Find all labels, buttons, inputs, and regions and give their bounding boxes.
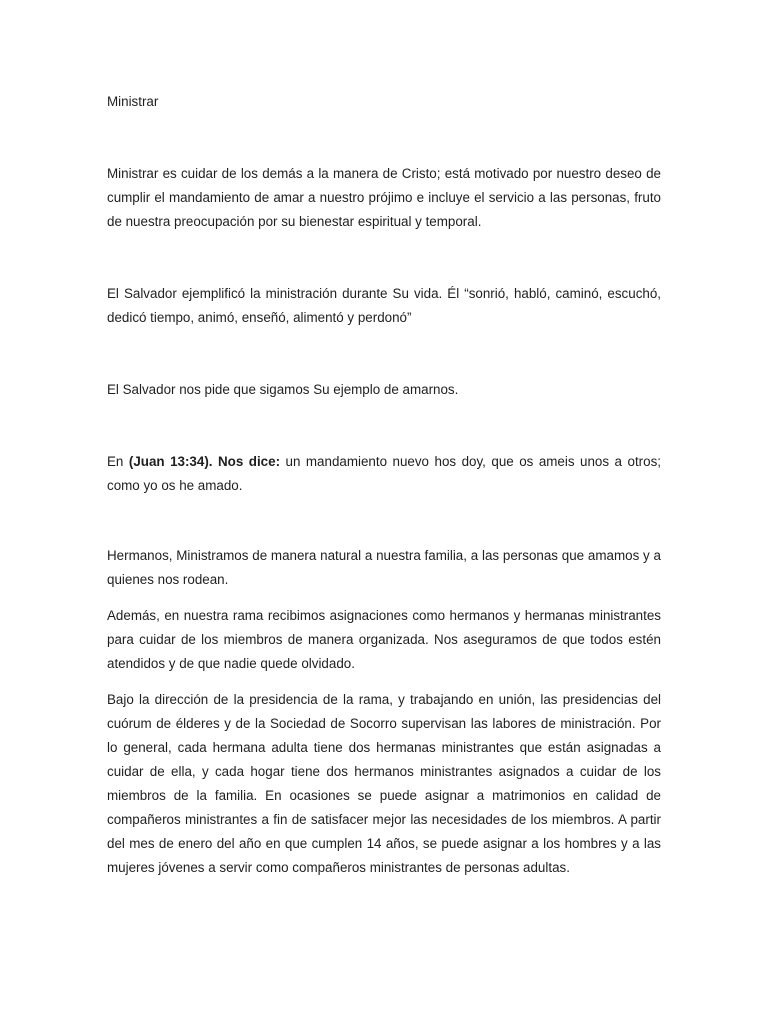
document-title: Ministrar [107,94,159,109]
scripture-reference: (Juan 13:34). Nos dice: [128,454,281,469]
paragraph-definition: Ministrar es cuidar de los demás a la manera de Cristo; está motivado por nuestro deseo de cumplir el mandamiento de amar a nuestro prójimo e incluye el servicio a las personas, fruto de nuestra preocupación por su bienestar espiritual y temporal. [107,166,661,229]
paragraph-savior-example: El Salvador ejemplificó la ministración durante Su vida. Él “sonrió, habló, caminó, escuchó, dedicó tiempo, animó, enseñó, alimentó y perdonó” [107,286,661,325]
paragraph-scripture [107,450,661,498]
scripture-prefix: En [107,454,129,469]
scripture-text: un mandamiento nuevo hos doy, que os ameis unos a otros; como yo os he amado. [107,454,661,493]
paragraph-family: Hermanos, Ministramos de manera natural a nuestra familia, a las personas que amamos y a quienes nos rodean. [107,548,661,587]
paragraph-follow-example: El Salvador nos pide que sigamos Su ejemplo de amarnos. [107,382,459,397]
paragraph-organization: Bajo la dirección de la presidencia de la rama, y trabajando en unión, las presidencias del cuórum de élderes y de la Sociedad de Socorro supervisan las labores de ministración. Por lo general, cada hermana adulta tiene dos hermanas ministrantes que están asignadas a cuidar de ella, y cada hogar tiene dos hermanos ministrantes asignados a cuidar de los miembros de la familia. En ocasiones se puede asignar a matrimonios en calidad de compañeros ministrantes a fin de satisfacer mejor las necesidades de los miembros. A partir del mes de enero del año en que cumplen 14 años, se puede asignar a los hombres y a las mujeres jóvenes a servir como compañeros ministrantes de personas adultas. [107,692,661,875]
paragraph-assignments: Además, en nuestra rama recibimos asignaciones como hermanos y hermanas ministrantes para cuidar de los miembros de manera organizada. Nos aseguramos de que todos estén atendidos y de que nadie quede olvidado. [107,608,661,671]
document-body [107,90,661,880]
